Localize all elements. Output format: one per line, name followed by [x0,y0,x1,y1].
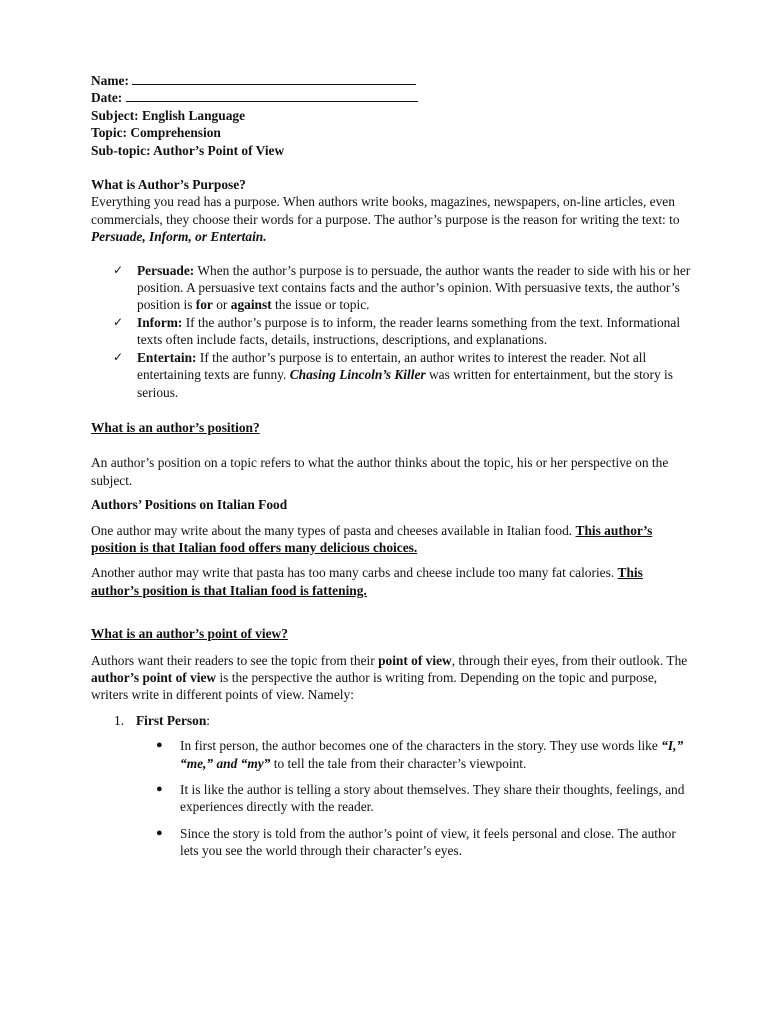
persuade-end: the issue or topic. [271,297,370,313]
pov-list [91,712,691,860]
purpose-intro-emphasis: Persuade, Inform, or Entertain. [91,229,267,245]
name-blank[interactable] [132,72,416,85]
purpose-list [91,262,691,401]
check-mark-icon: ✓ [113,349,124,364]
entertain-end: was written for entertainment, but the story is serious. [137,367,673,400]
bullet-item [91,781,691,816]
bullet1-text: In first person, the author becomes one of the characters in the story. They use words like [180,738,662,754]
bullet-dot-icon: ● [156,826,163,839]
position-paragraph-2 [91,564,691,599]
inform-label: Inform: [137,314,183,330]
persuade-label: Persuade: [137,262,195,278]
name-line [91,72,691,89]
purpose-heading: What is Author’s Purpose? [91,177,246,193]
worksheet-header [91,72,691,159]
subject-line: Subject: English Language [91,107,246,123]
list-item-persuade [91,262,691,314]
bullet2-text: It is like the author is telling a story about themselves. They share their thoughts, feelings, and experiences directly with the reader. [180,782,685,815]
bullet-item [91,737,691,772]
purpose-intro-text: Everything you read has a purpose. When authors write books, magazines, newspapers, on-line articles, even commercials, they choose their words for a purpose. The author’s purpose is the reason for writing the text: to [91,194,680,227]
name-label: Name: [91,73,129,88]
persuade-or: or [212,297,231,313]
position-heading: What is an author’s position? [91,419,260,435]
bullet1-words: “I,” “me,” and “my” [180,738,684,771]
pov-intro-bold-1: point of view [378,652,452,668]
position-paragraph-1 [91,522,691,557]
list-item-entertain [91,349,691,401]
date-line [91,89,691,106]
pov-intro-text-3: is the perspective the author is writing from. Depending on the topic and purpose, writers write in different points of view. Namely: [91,669,658,703]
topic-line: Topic: Comprehension [91,125,221,141]
persuade-text: When the author’s purpose is to persuade, the author wants the reader to side with his or her position. A persuasive text contains facts and the author’s opinion. With persuasive texts, the author’s position is [137,262,691,313]
position-p1-text: One author may write about the many types of pasta and cheeses available in Italian food. [91,522,576,538]
pov-intro-text-2: , through their eyes, from their outlook. The [451,652,688,668]
bullet1-end: to tell the tale from their character’s viewpoint. [270,755,527,771]
purpose-intro [91,193,691,245]
first-person-label: First Person [136,712,207,728]
entertain-text: If the author’s purpose is to entertain, an author writes to interest the reader. Not all entertaining texts are funny. [137,349,647,383]
bullet-item [91,825,691,860]
worksheet [91,72,691,860]
pov-intro [91,652,691,704]
position-p1-emphasis: This author’s position is that Italian food offers many delicious choices. [91,522,653,555]
list-item-inform [91,314,691,349]
bullet-dot-icon: ● [156,739,163,752]
date-label: Date: [91,90,123,106]
entertain-book-title: Chasing Lincoln’s Killer [289,367,426,383]
subtopic-line: Sub-topic: Author’s Point of View [91,142,285,158]
bullet-dot-icon: ● [156,783,163,795]
inform-text: If the author’s purpose is to inform, the reader learns something from the text. Informational texts often include facts, details, instructions, descriptions, and explanations. [137,314,681,348]
position-subheading: Authors’ Positions on Italian Food [91,497,288,513]
first-person-bullets [136,737,691,859]
check-mark-icon: ✓ [113,314,124,329]
first-person-colon: : [206,712,211,728]
position-p2-text: Another author may write that pasta has too many carbs and cheese include too many fat calories. [91,565,618,581]
position-p2-emphasis: This author’s position is that Italian food is fattening. [91,565,643,598]
list-item-first-person [91,712,691,860]
pov-intro-text-1: Authors want their readers to see the topic from their [91,652,379,668]
bullet3-text: Since the story is told from the author’s point of view, it feels personal and close. The author lets you see the world through their character’s eyes. [180,825,676,859]
list-number: 1. [114,712,125,728]
check-mark-icon: ✓ [113,262,124,277]
entertain-label: Entertain: [137,349,197,365]
position-intro: An author’s position on a topic refers to what the author thinks about the topic, his or her perspective on the subject. [91,455,669,488]
persuade-against: against [230,297,272,313]
pov-heading: What is an author’s point of view? [91,626,288,642]
persuade-for: for [195,297,213,313]
pov-intro-bold-2: author’s point of view [91,669,217,685]
date-blank[interactable] [126,89,418,102]
